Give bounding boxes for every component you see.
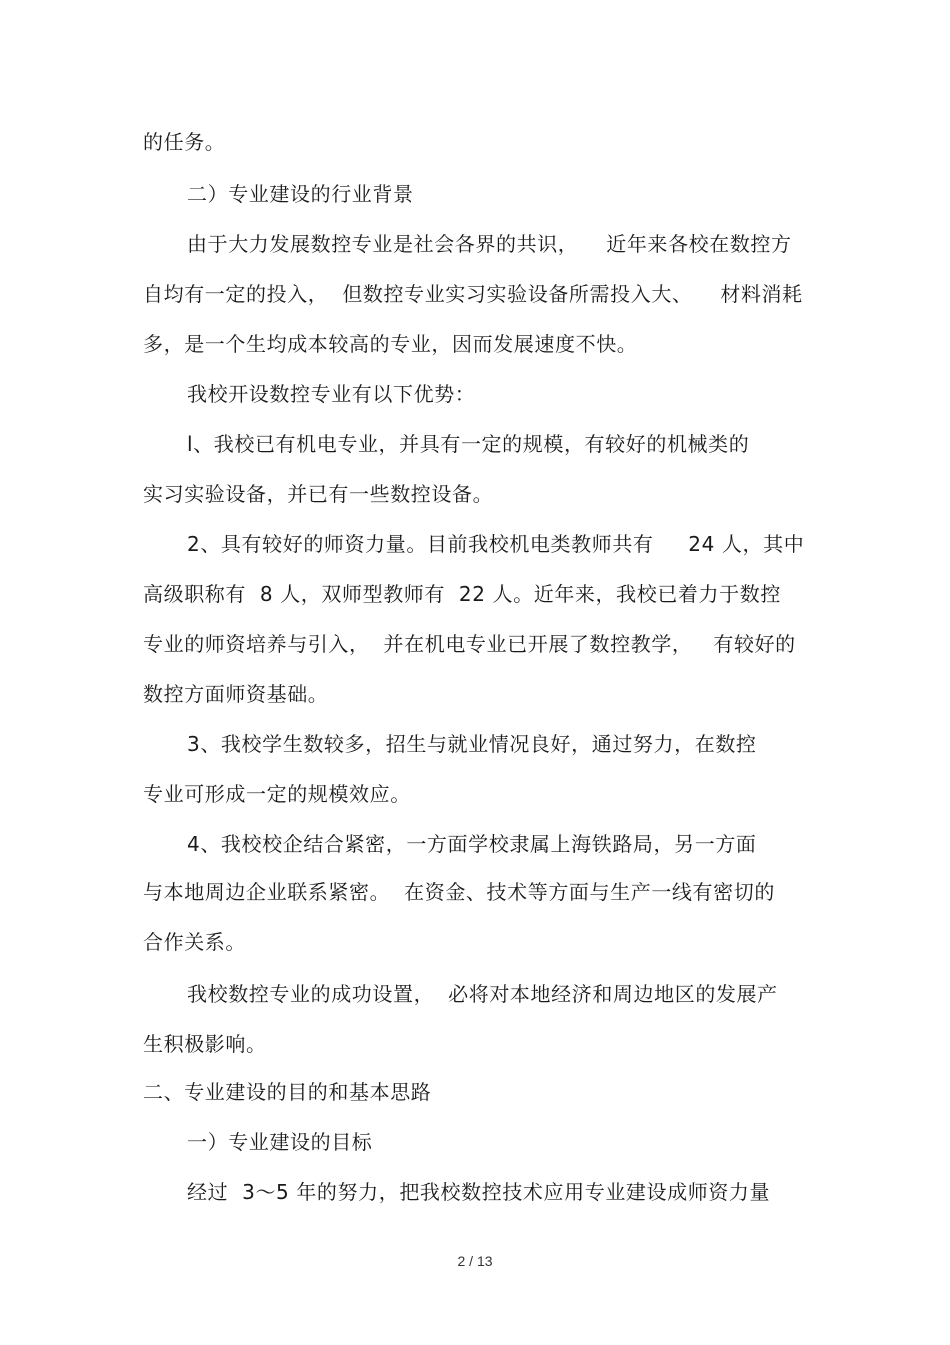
text-line: 由于大力发展数控专业是社会各界的共识， 近年来各校在数控方 xyxy=(187,232,792,256)
text-line: 经过 3～5 年的努力，把我校数控技术应用专业建设成师资力量 xyxy=(187,1180,771,1204)
section-heading: 二）专业建设的行业背景 xyxy=(187,182,414,206)
text-line: 2、具有较好的师资力量。目前我校机电类教师共有 24 人，其中 xyxy=(187,532,805,556)
text-line: 我校开设数控专业有以下优势： xyxy=(187,382,476,406)
text-line: 与本地周边企业联系紧密。 在资金、技术等方面与生产一线有密切的 xyxy=(143,880,775,904)
text-line: 4、我校校企结合紧密，一方面学校隶属上海铁路局，另一方面 xyxy=(187,832,757,856)
text-line: 数控方面师资基础。 xyxy=(143,682,329,706)
text-line: 合作关系。 xyxy=(143,930,246,954)
section-heading: 二、专业建设的目的和基本思路 xyxy=(143,1080,432,1104)
text-line: 专业可形成一定的规模效应。 xyxy=(143,782,411,806)
page-number: 2 / 13 xyxy=(457,1253,493,1269)
text-line: 专业的师资培养与引入， 并在机电专业已开展了数控教学， 有较好的 xyxy=(143,632,796,656)
text-line: l、我校已有机电专业，并具有一定的规模，有较好的机械类的 xyxy=(187,432,750,456)
text-line: 自均有一定的投入， 但数控专业实习实验设备所需投入大、 材料消耗 xyxy=(143,282,803,306)
text-line: 我校数控专业的成功设置， 必将对本地经济和周边地区的发展产 xyxy=(187,982,778,1006)
text-line: 多，是一个生均成本较高的专业，因而发展速度不快。 xyxy=(143,332,638,356)
text-line: 3、我校学生数较多，招生与就业情况良好，通过努力，在数控 xyxy=(187,732,757,756)
text-line: 实习实验设备，并已有一些数控设备。 xyxy=(143,482,494,506)
text-line: 生积极影响。 xyxy=(143,1032,267,1056)
subsection-heading: 一）专业建设的目标 xyxy=(187,1130,373,1154)
text-line: 的任务。 xyxy=(143,130,226,154)
text-line: 高级职称有 8 人，双师型教师有 22 人。近年来，我校已着力于数控 xyxy=(143,582,781,606)
